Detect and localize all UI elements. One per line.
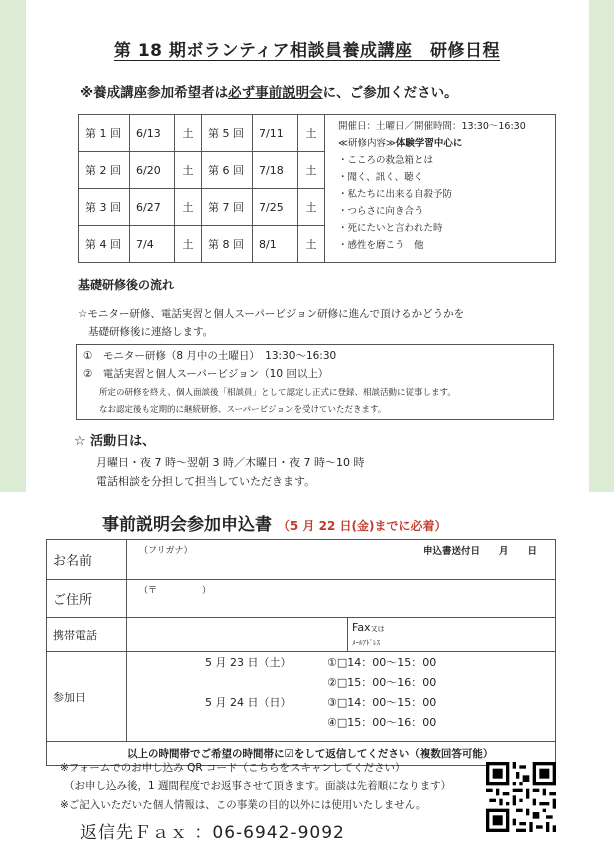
session-number: 第 3 回 [79, 189, 130, 226]
form-row-name [47, 540, 556, 580]
session-weekday: 土 [175, 226, 202, 263]
session-number: 第 7 回 [202, 189, 253, 226]
session-weekday: 土 [298, 226, 325, 263]
form-title-text: 事前説明会参加申込書 [102, 515, 272, 535]
day1-label: 5 月 23 日（土） [205, 656, 292, 669]
attendance-notice [80, 81, 458, 101]
sent-date-label: 申込書送付日 月 日 [422, 546, 537, 557]
session-number: 第 6 回 [202, 152, 253, 189]
session-number: 第 1 回 [79, 115, 130, 152]
form-row-date [47, 652, 556, 742]
fax-or-text: 又は [370, 625, 385, 633]
slot-option-1[interactable]: ①□14：00～15：00 [327, 656, 437, 669]
info-item: ・私たちに出来る自殺予防 [338, 189, 453, 200]
activity-line1: 月曜日・夜 7 時～翌朝 3 時／木曜日・夜 7 時～10 時 [96, 456, 365, 469]
address-field[interactable] [127, 580, 556, 618]
info-item: ・感性を磨こう 他 [338, 240, 424, 251]
notice-prefix: ※養成講座参加希望者は [80, 85, 229, 101]
info-item: ・死にたいと言われた時 [338, 223, 443, 234]
footer-qr-note: ※フォームでのお申し込み QR コード（こちらをスキャンしてください） [60, 762, 406, 774]
reply-fax: 返信先Ｆａｘ ：06-6942-9092 [80, 823, 345, 843]
address-label: ご住所 [47, 580, 127, 618]
name-label: お名前 [47, 540, 127, 580]
form-deadline: （5 月 22 日(金)までに必着） [277, 519, 447, 533]
notice-must: 必ず [228, 85, 256, 101]
slot-option-2[interactable]: ②□15：00～16：00 [327, 676, 437, 689]
postal-label: （〒 ） [139, 586, 212, 596]
info-content-label: ≪研修内容≫ [338, 138, 396, 149]
flow-heading: 基礎研修後の流れ [78, 278, 175, 292]
session-weekday: 土 [298, 115, 325, 152]
flow-certification: 所定の研修を終え、個人面談後「相談員」として認定し正式に登録、相談活動に従事します。 [99, 388, 456, 398]
info-item: ・つらさに向き合う [338, 206, 424, 217]
info-hours: 開催日：土曜日／開催時間：13:30～16:30 [338, 121, 526, 132]
flow-phone-practice: ② 電話実習と個人スーパービジョン（10 回以上） [83, 368, 329, 380]
form-title [102, 510, 446, 535]
activity-line2: 電話相談を分担して担当していただきます。 [96, 475, 316, 488]
session-date: 7/11 [253, 115, 298, 152]
application-form [46, 539, 556, 766]
session-number: 第 4 回 [79, 226, 130, 263]
date-label: 参加日 [47, 652, 127, 742]
info-content-heading [338, 135, 558, 152]
info-item: ・こころの救急箱とは [338, 155, 434, 166]
fax-label [352, 621, 385, 634]
flow-box [76, 344, 554, 420]
phone-field[interactable] [127, 618, 348, 652]
session-date: 8/1 [253, 226, 298, 263]
notice-suffix: に、ご参加ください。 [322, 85, 458, 101]
fax-field[interactable] [348, 618, 556, 652]
session-weekday: 土 [298, 189, 325, 226]
form-row-contact [47, 618, 556, 652]
phone-label: 携帯電話 [47, 618, 127, 652]
page-title: 第 18 期ボランティア相談員養成講座 研修日程 [113, 41, 501, 61]
session-weekday: 土 [175, 152, 202, 189]
session-info [338, 118, 558, 254]
info-content-focus: 体験学習中心に [395, 138, 463, 149]
session-weekday: 土 [175, 189, 202, 226]
name-field[interactable] [127, 540, 556, 580]
session-date: 7/4 [130, 226, 175, 263]
form-instruction: 以上の時間帯でご希望の時間帯に☑をして返信してください（複数回答可能） [47, 742, 556, 766]
session-number: 第 5 回 [202, 115, 253, 152]
session-weekday: 土 [175, 115, 202, 152]
flow-line2: 基礎研修後に連絡します。 [88, 326, 214, 338]
slot-option-3[interactable]: ③□14：00～15：00 [327, 696, 437, 709]
footer-reply-note: （お申し込み後，1 週間程度でお返事させて頂きます。面談は先着順になります） [64, 780, 452, 792]
date-options [127, 652, 556, 742]
fax-label-text: Fax [352, 621, 371, 634]
session-date: 7/25 [253, 189, 298, 226]
notice-event: 事前説明会 [255, 85, 323, 101]
flow-line1: ☆モニター研修、電話実習と個人スーパービジョン研修に進んで頂けるかどうかを [78, 308, 465, 320]
session-date: 6/20 [130, 152, 175, 189]
furigana-label: （フリガナ） [139, 546, 193, 556]
session-date: 7/18 [253, 152, 298, 189]
flow-continuing: なお認定後も定期的に継続研修、スーパービジョンを受けていただきます。 [99, 405, 387, 415]
session-weekday: 土 [298, 152, 325, 189]
session-date: 6/13 [130, 115, 175, 152]
day2-label: 5 月 24 日（日） [205, 696, 292, 709]
session-number: 第 8 回 [202, 226, 253, 263]
session-number: 第 2 回 [79, 152, 130, 189]
mail-label: ﾒｰﾙｱﾄﾞﾚｽ [352, 639, 380, 647]
qr-code-icon[interactable] [486, 762, 556, 832]
footer-privacy-note: ※ご記入いただいた個人情報は、この事業の目的以外には使用いたしません。 [60, 799, 427, 811]
session-date: 6/27 [130, 189, 175, 226]
flow-monitor: ① モニター研修（8 月中の土曜日） 13:30～16:30 [83, 350, 337, 362]
activity-heading: ☆ 活動日は、 [74, 434, 156, 449]
info-item: ・聞く、訊く、聴く [338, 172, 424, 183]
form-row-address [47, 580, 556, 618]
slot-option-4[interactable]: ④□15：00～16：00 [327, 716, 437, 729]
